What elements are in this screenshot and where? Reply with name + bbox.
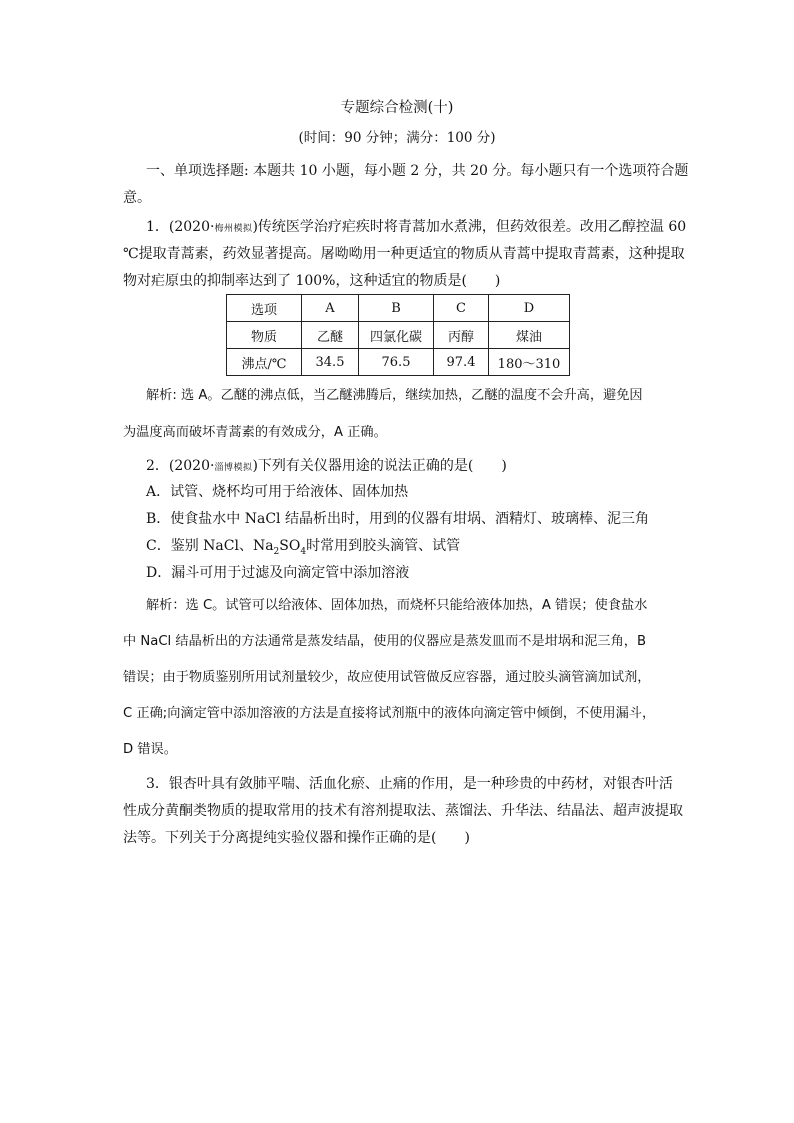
table-cell: 丙醇	[434, 322, 489, 349]
question-1-line2: ℃提取青蒿素，药效显著提高。屠呦呦用一种更适宜的物质从青蒿中提取青蒿素，这种提取	[123, 246, 685, 262]
question-3-line2: 性成分黄酮类物质的提取常用的技术有溶剂提取法、蒸馏法、升华法、结晶法、超声波提取	[123, 803, 683, 819]
table-row	[227, 349, 570, 376]
table-cell: 物质	[227, 322, 302, 349]
question-2-option-c	[146, 535, 675, 557]
table-cell: A	[302, 295, 359, 322]
question-1-line1	[146, 216, 687, 236]
q1-line1-rest: )传统医学治疗疟疾时将青蒿加水煮沸，但药效很差。改用乙醇控温 60	[252, 219, 687, 235]
table-cell: 180～310	[489, 349, 570, 376]
section-heading-line1: 一、单项选择题: 本题共 10 小题，每小题 2 分，共 20 分。每小题只有一个选项符合题	[146, 163, 689, 179]
q1-prefix: 1．(2020·	[146, 219, 215, 235]
question-3-line3: 法等。下列关于分离提纯实验仪器和操作正确的是( )	[123, 830, 470, 846]
question-3-line1: 3．银杏叶具有敛肺平喘、活血化瘀、止痛的作用，是一种珍贵的中药材，对银杏叶活	[146, 776, 673, 792]
table-cell: B	[359, 295, 434, 322]
q2-prefix: 2．(2020·	[146, 458, 215, 474]
q2-optc-sub2: 4	[300, 546, 307, 557]
q2-optc-pre: C．鉴别 NaCl、Na	[146, 538, 274, 554]
q2-optc-sub1: 2	[273, 546, 280, 557]
table-cell: 97.4	[434, 349, 489, 376]
table-row	[227, 295, 570, 322]
answer-2-line3: 错误；由于物质鉴别所用试剂量较少，故应使用试管做反应容器，通过胶头滴管滴加试剂，	[123, 670, 651, 685]
q2-source-tag: 淄博模拟	[214, 463, 253, 473]
q2-optc-mid: SO	[279, 538, 301, 554]
q2-stem-rest: )下列有关仪器用途的说法正确的是( )	[252, 458, 507, 474]
question-2-stem	[146, 455, 675, 475]
table-cell: 四氯化碳	[359, 322, 434, 349]
table-cell: 选项	[227, 295, 302, 322]
page-subtitle: (时间：90 分钟；满分：100 分)	[298, 130, 496, 146]
q2-optc-post: 时常用到胶头滴管、试管	[306, 538, 461, 554]
table-cell: C	[434, 295, 489, 322]
table-cell: D	[489, 295, 570, 322]
question-2-option-b: B．使食盐水中 NaCl 结晶析出时，用到的仪器有坩埚、酒精灯、玻璃棒、泥三角	[146, 511, 649, 527]
table-row	[227, 322, 570, 349]
answer-1-line2: 为温度高而破坏青蒿素的有效成分，A 正确。	[123, 425, 387, 440]
question-1-line3: 物对疟原虫的抑制率达到了 100%，这种适宜的物质是( )	[123, 273, 501, 289]
section-heading-line2: 意。	[123, 190, 151, 206]
answer-2-line4: C 正确;向滴定管中添加溶液的方法是直接将试剂瓶中的液体向滴定管中倾倒，不使用漏斗，	[123, 706, 656, 721]
table-cell: 76.5	[359, 349, 434, 376]
q1-source-tag: 梅州模拟	[214, 224, 253, 234]
answer-2-line5: D 错误。	[123, 742, 177, 757]
table-cell: 煤油	[489, 322, 570, 349]
question-2-option-d: D．漏斗可用于过滤及向滴定管中添加溶液	[146, 565, 410, 581]
table-cell: 沸点/℃	[227, 349, 302, 376]
answer-1-line1: 解析: 选 A。乙醚的沸点低，当乙醚沸腾后，继续加热，乙醚的温度不会升高，避免因	[146, 388, 643, 403]
answer-2-line2: 中 NaCl 结晶析出的方法通常是蒸发结晶，使用的仪器应是蒸发皿而不是坩埚和泥三角，B	[123, 634, 646, 649]
options-table	[226, 294, 570, 376]
answer-2-line1: 解析：选 C。试管可以给液体、固体加热，而烧杯只能给液体加热，A 错误；使食盐水	[146, 598, 648, 613]
table-cell: 乙醚	[302, 322, 359, 349]
page-title: 专题综合检测(十)	[340, 100, 454, 116]
table-cell: 34.5	[302, 349, 359, 376]
question-2-option-a: A．试管、烧杯均可用于给液体、固体加热	[146, 484, 409, 500]
